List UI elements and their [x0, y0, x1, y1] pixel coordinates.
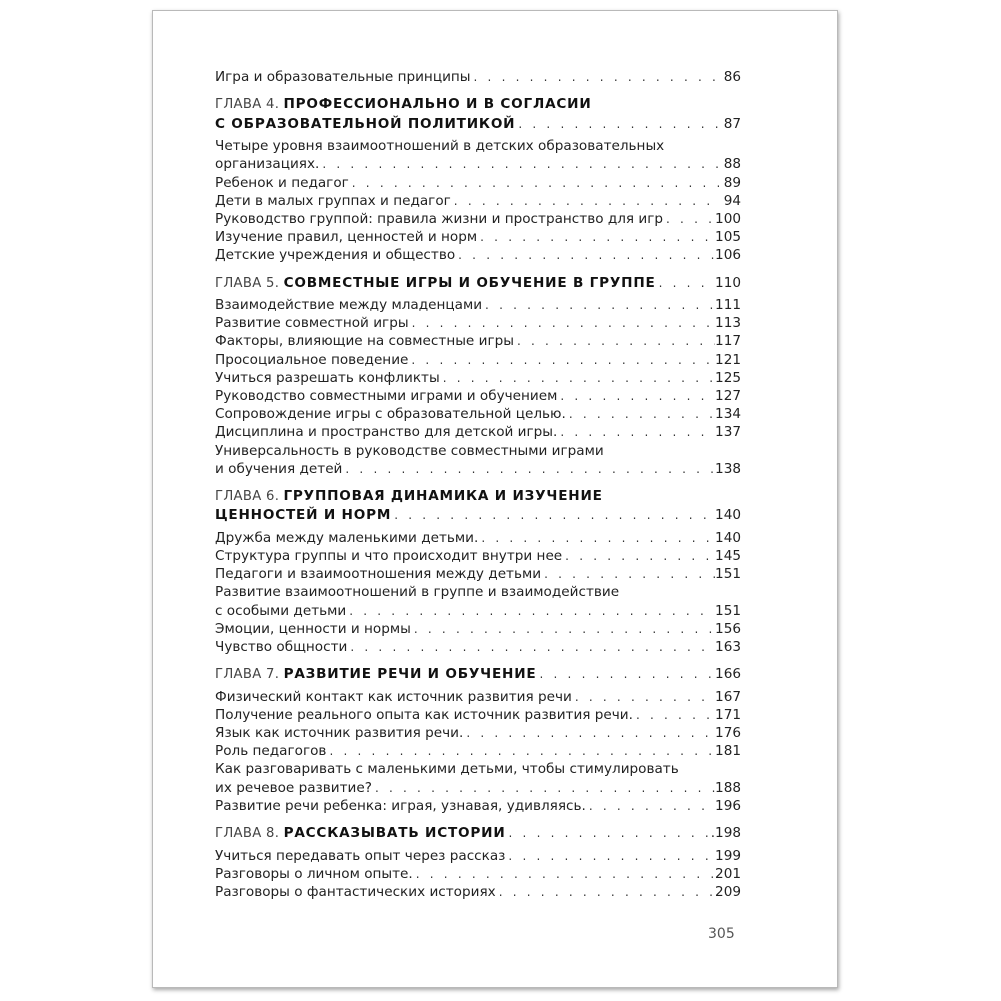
- toc-entry[interactable]: [215, 314, 741, 332]
- toc-entry-title: Чувство общности: [215, 639, 348, 655]
- toc-entry[interactable]: [215, 883, 741, 901]
- leader-dots: [557, 387, 715, 405]
- toc-entry-page: 117: [715, 333, 741, 350]
- toc-entry[interactable]: [215, 602, 741, 620]
- toc-entry-title: Структура группы и что происходит внутри нее: [215, 548, 563, 565]
- toc-entry-page: 156: [715, 620, 741, 637]
- toc-entry[interactable]: [215, 847, 741, 865]
- chapter-label: ГЛАВА 4.: [215, 97, 280, 113]
- toc-entry-title: Язык как источник развития речи.: [215, 725, 464, 742]
- toc-entry-title: Эмоции, ценности и нормы: [215, 620, 411, 637]
- chapter-section: [215, 487, 741, 656]
- toc-entry[interactable]: [215, 369, 741, 387]
- chapter-section: [215, 824, 741, 901]
- toc-entry[interactable]: [215, 246, 741, 264]
- toc-entry-title: Взаимодействие между младенцами: [215, 297, 483, 313]
- chapter-items: [215, 296, 741, 478]
- toc-entry-page: 100: [715, 210, 741, 227]
- toc-entry-page: 199: [715, 847, 741, 864]
- toc-entry[interactable]: [215, 547, 741, 565]
- toc-entry[interactable]: [215, 706, 741, 724]
- leader-dots: [409, 314, 715, 332]
- toc-entry-title: организациях.: [215, 156, 320, 173]
- chapter-heading-line: [215, 95, 741, 115]
- toc-entry[interactable]: [215, 724, 741, 742]
- toc-entry-page: 196: [715, 797, 741, 814]
- toc-entry-title: Факторы, влияющие на совместные игры: [215, 333, 514, 350]
- toc-entry-title: Роль педагогов: [215, 743, 327, 760]
- chapter-label: ГЛАВА 5.: [215, 275, 280, 291]
- toc-entry-page: 181: [715, 743, 741, 760]
- toc-entry[interactable]: [215, 779, 741, 797]
- toc-entry[interactable]: [215, 797, 741, 815]
- toc-entry[interactable]: [215, 638, 741, 656]
- toc-entry-page: 151: [715, 602, 741, 619]
- toc-entry-title: Педагоги и взаимоотношения между детьми: [215, 566, 542, 583]
- toc-entry-title: их речевое развитие?: [215, 779, 372, 796]
- chapter-title: СОВМЕСТНЫЕ ИГРЫ И ОБУЧЕНИЕ В ГРУППЕ: [283, 274, 656, 291]
- toc-entry-line: Четыре уровня взаимоотношений в детских образовательных: [215, 138, 665, 155]
- toc-entry-title: Игра и образовательные принципы: [215, 69, 471, 85]
- toc-entry-title: Дисциплина и пространство для детской игры.: [215, 424, 558, 441]
- toc-entry[interactable]: [215, 865, 741, 883]
- leader-dots: [514, 332, 715, 350]
- leader-dots: [440, 369, 715, 387]
- toc-entry-title: Учиться разрешать конфликты: [215, 369, 440, 386]
- toc-entry-page: 127: [715, 387, 741, 404]
- chapter-label: ГЛАВА 8.: [215, 826, 280, 841]
- leader-dots: [408, 351, 715, 369]
- toc-entry-page: 106: [715, 247, 741, 264]
- leader-dots: [471, 68, 719, 86]
- toc-entry[interactable]: [215, 387, 741, 405]
- toc-entry-page: 121: [715, 351, 741, 368]
- leader-dots: [572, 688, 715, 706]
- leader-dots: [557, 423, 715, 441]
- toc-entry[interactable]: [215, 742, 741, 760]
- toc-entry[interactable]: [215, 405, 741, 423]
- chapter-page: 110: [715, 274, 741, 291]
- leader-dots: [319, 155, 719, 173]
- leader-dots: [411, 620, 715, 638]
- toc-entry-page: 134: [715, 406, 741, 423]
- toc-entry-page: 209: [715, 883, 741, 900]
- chapter-label: ГЛАВА 7.: [215, 667, 280, 683]
- toc-entry-page: 163: [715, 639, 741, 655]
- chapter-title-continued: С ОБРАЗОВАТЕЛЬНОЙ ПОЛИТИКОЙ: [215, 115, 516, 132]
- chapter-title: ГРУППОВАЯ ДИНАМИКА И ИЗУЧЕНИЕ: [283, 487, 603, 504]
- toc-entry-title: Ребенок и педагог: [215, 174, 349, 191]
- chapter-title: РАССКАЗЫВАТЬ ИСТОРИИ: [283, 825, 506, 841]
- leader-dots: [342, 460, 715, 478]
- table-of-contents: [215, 68, 741, 901]
- leader-dots: [633, 706, 715, 724]
- leader-dots: [372, 779, 715, 797]
- leader-dots: [566, 405, 715, 423]
- leader-dots: [496, 883, 715, 901]
- chapter-heading-line: [215, 487, 741, 507]
- toc-entry[interactable]: [215, 210, 741, 228]
- toc-entry-page: 140: [715, 529, 741, 546]
- chapter-items: [215, 847, 741, 902]
- leader-dots: [346, 602, 715, 620]
- leader-dots: [451, 192, 719, 210]
- toc-entry-line: Как разговаривать с маленькими детьми, чтобы стимулировать: [215, 761, 679, 778]
- toc-entry-title: Разговоры о фантастических историях: [215, 883, 496, 900]
- toc-entry-title: Учиться передавать опыт через рассказ: [215, 847, 506, 864]
- toc-entry[interactable]: [215, 529, 741, 547]
- chapter-heading-entry[interactable]: [215, 274, 741, 294]
- leader-dots: [477, 228, 715, 246]
- chapter-title: ПРОФЕССИОНАЛЬНО И В СОГЛАСИИ: [283, 96, 592, 113]
- toc-entry-title: с особыми детьми: [215, 602, 347, 619]
- toc-entry[interactable]: [215, 155, 741, 173]
- toc-entry-page: 188: [715, 779, 741, 796]
- toc-entry-page: 88: [723, 156, 741, 173]
- chapter-section: [215, 665, 741, 815]
- chapter-items: [215, 529, 741, 656]
- leader-dots: [562, 547, 715, 565]
- toc-entry-title: Детские учреждения и общество: [215, 247, 456, 264]
- toc-entry[interactable]: [215, 296, 741, 314]
- chapter-items: [215, 137, 741, 264]
- toc-entry[interactable]: [215, 565, 741, 583]
- toc-entry-title: Получение реального опыта как источник развития речи.: [215, 706, 633, 723]
- toc-entry-title: Сопровождение игры с образовательной целью.: [215, 406, 566, 423]
- leader-dots: [478, 529, 715, 547]
- toc-entry-title: Развитие совместной игры: [215, 315, 409, 332]
- toc-entry-page: 94: [723, 192, 741, 209]
- leader-dots: [482, 296, 715, 314]
- chapter-heading-entry[interactable]: [215, 824, 741, 844]
- leader-dots: [506, 824, 711, 844]
- chapter-title-continued: ЦЕННОСТЕЙ И НОРМ: [215, 507, 392, 524]
- toc-entry[interactable]: [215, 68, 741, 86]
- toc-entry-page: 137: [715, 424, 741, 441]
- toc-entry[interactable]: [215, 228, 741, 246]
- chapter-page: .198: [710, 825, 741, 841]
- chapters-list: [215, 95, 741, 901]
- toc-entry-title: Физический контакт как источник развития речи: [215, 688, 572, 705]
- leader-dots: [586, 797, 715, 815]
- toc-entry-page: 111: [715, 297, 741, 313]
- toc-entry-title: Развитие речи ребенка: играя, узнавая, удивляясь.: [215, 797, 586, 814]
- toc-entry[interactable]: [215, 351, 741, 369]
- toc-entry-page: 105: [715, 229, 741, 246]
- toc-entry-title: Дружба между маленькими детьми.: [215, 529, 479, 546]
- toc-entry-line: Универсальность в руководстве совместными играми: [215, 442, 604, 459]
- toc-entry-page: 86: [723, 69, 741, 85]
- toc-entry[interactable]: [215, 192, 741, 210]
- toc-entry-page: 176: [715, 725, 741, 742]
- toc-entry-title: Просоциальное поведение: [215, 351, 409, 368]
- toc-entry-page: 167: [715, 688, 741, 705]
- leader-dots: [326, 742, 715, 760]
- toc-entry[interactable]: [215, 460, 741, 478]
- toc-entry-page: 89: [723, 174, 741, 191]
- leader-dots: [391, 506, 715, 526]
- page-number: 305: [708, 926, 735, 942]
- chapter-heading-entry[interactable]: [215, 115, 741, 135]
- chapter-page: 166: [715, 666, 741, 683]
- leader-dots: [347, 638, 715, 656]
- toc-entry[interactable]: [215, 332, 741, 350]
- toc-entry-page: 113: [715, 315, 741, 332]
- toc-entry-page: 138: [715, 460, 741, 477]
- toc-entry[interactable]: [215, 620, 741, 638]
- leader-dots: [541, 565, 715, 583]
- toc-entry-page: 125: [715, 369, 741, 386]
- leader-dots: [413, 865, 715, 883]
- leader-dots: [463, 724, 715, 742]
- toc-entry[interactable]: [215, 688, 741, 706]
- toc-entry-page: 145: [715, 548, 741, 565]
- chapter-heading-entry[interactable]: [215, 665, 741, 685]
- toc-entry-title: Изучение правил, ценностей и норм: [215, 229, 478, 246]
- leader-dots: [505, 847, 715, 865]
- toc-entry[interactable]: [215, 174, 741, 192]
- leader-dots: [656, 274, 715, 294]
- chapter-page: 140: [715, 507, 741, 524]
- toc-entry-title: Разговоры о личном опыте.: [215, 865, 413, 882]
- toc-entry-page: 151: [715, 566, 741, 583]
- toc-entry-title: Дети в малых группах и педагог: [215, 192, 451, 209]
- chapter-heading-entry[interactable]: [215, 506, 741, 526]
- leader-dots: [455, 246, 715, 264]
- chapter-section: [215, 95, 741, 264]
- toc-entry[interactable]: [215, 423, 741, 441]
- toc-entry-page: 171: [715, 706, 741, 723]
- leader-dots: [663, 210, 715, 228]
- leader-dots: [349, 174, 719, 192]
- chapter-items: [215, 688, 741, 815]
- toc-entry-title: и обучения детей: [215, 460, 343, 477]
- chapter-title: РАЗВИТИЕ РЕЧИ И ОБУЧЕНИЕ: [283, 666, 537, 683]
- toc-entry-title: Руководство совместными играми и обучением: [215, 387, 558, 404]
- chapter-page: 87: [723, 115, 741, 132]
- leader-dots: [515, 115, 719, 135]
- toc-entry-line: Развитие взаимоотношений в группе и взаимодействие: [215, 584, 620, 601]
- chapter-label: ГЛАВА 6.: [215, 488, 280, 504]
- leader-dots: [536, 665, 715, 685]
- chapter-section: [215, 274, 741, 478]
- toc-entry-page: 201: [715, 865, 741, 882]
- toc-entry-title: Руководство группой: правила жизни и пространство для игр: [215, 210, 664, 227]
